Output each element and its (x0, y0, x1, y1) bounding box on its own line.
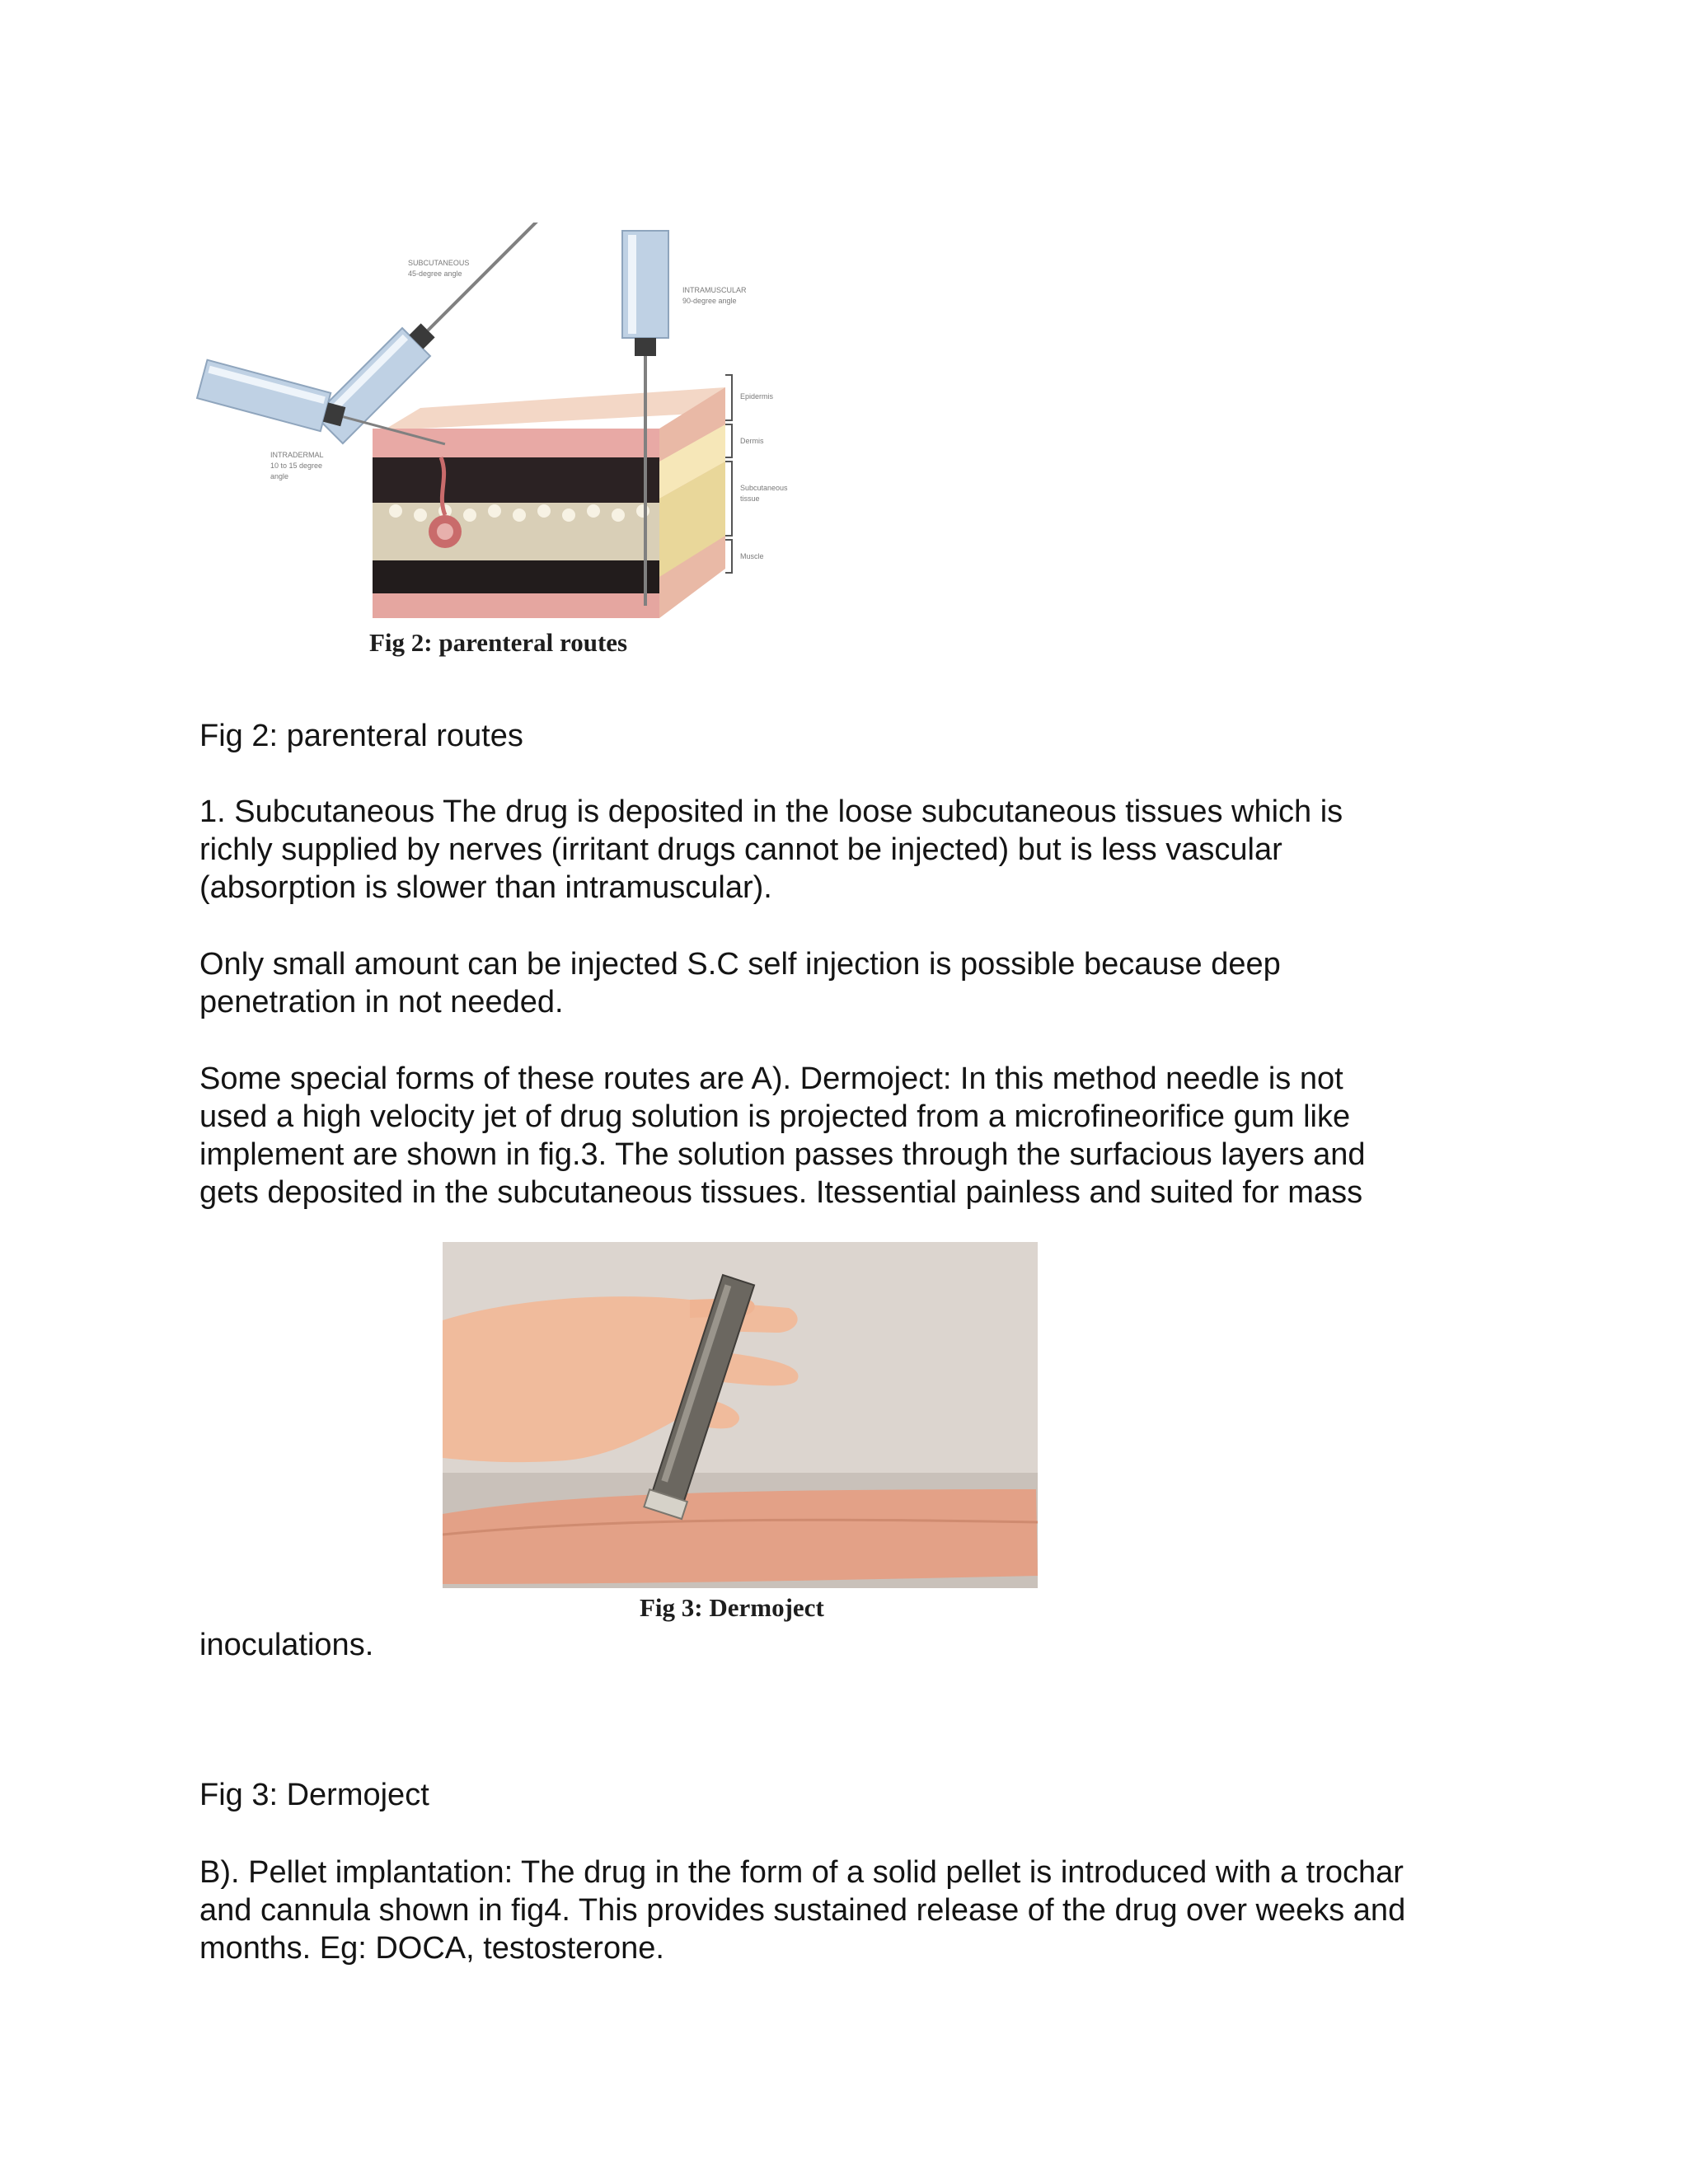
skin-block (373, 375, 732, 618)
paragraph-small-amount (199, 945, 1485, 1021)
figure-2-caption: Fig 2: parenteral routes (369, 628, 628, 657)
text-line: B). Pellet implantation: The drug in the form of a solid pellet is introduced with a trochar (199, 1855, 1404, 1890)
figure-3-label: Fig 3: Dermoject (199, 1778, 429, 1812)
text-line: penetration in not needed. (199, 985, 564, 1019)
label-muscle: Muscle (740, 552, 764, 560)
parenteral-routes-figure (190, 223, 849, 635)
inoculations-text: inoculations. (199, 1628, 374, 1662)
figure-2-label: Fig 2: parenteral routes (199, 719, 523, 753)
text-line: (absorption is slower than intramuscular). (199, 870, 772, 905)
dermoject-photo (443, 1242, 1038, 1588)
label-subcutaneous: SUBCUTANEOUS (408, 259, 470, 267)
label-subcutaneous-angle: 45-degree angle (408, 269, 462, 278)
text-line: used a high velocity jet of drug solution is projected from a microfineorifice gum like (199, 1099, 1351, 1134)
label-intradermal-angle: 10 to 15 degree (270, 462, 323, 470)
label-dermis: Dermis (740, 437, 764, 445)
paragraph-subcutaneous (199, 793, 1485, 907)
label-subcutaneous-tissue: Subcutaneous (740, 484, 788, 492)
text-line: Only small amount can be injected S.C self injection is possible because deep (199, 947, 1281, 982)
text-line: richly supplied by nerves (irritant drugs cannot be injected) but is less vascular (199, 832, 1282, 867)
label-subcutaneous-tissue-2: tissue (740, 494, 760, 503)
text-line: 1. Subcutaneous The drug is deposited in the loose subcutaneous tissues which is (199, 794, 1343, 829)
label-intramuscular: INTRAMUSCULAR (682, 286, 747, 294)
paragraph-pellet-implantation (199, 1854, 1485, 1967)
figure-3-caption: Fig 3: Dermoject (640, 1593, 824, 1622)
text-line: months. Eg: DOCA, testosterone. (199, 1931, 664, 1966)
text-line: gets deposited in the subcutaneous tissues. Itessential painless and suited for mass (199, 1175, 1363, 1210)
label-intramuscular-angle: 90-degree angle (682, 297, 737, 305)
text-line: and cannula shown in fig4. This provides sustained release of the drug over weeks and (199, 1893, 1406, 1928)
label-epidermis: Epidermis (740, 392, 774, 401)
paragraph-dermoject (199, 1060, 1485, 1212)
label-intradermal-angle-2: angle (270, 472, 289, 480)
text-line: implement are shown in fig.3. The solution passes through the surfacious layers and (199, 1137, 1366, 1172)
text-line: Some special forms of these routes are A). Dermoject: In this method needle is not (199, 1062, 1343, 1096)
label-intradermal: INTRADERMAL (270, 451, 324, 459)
